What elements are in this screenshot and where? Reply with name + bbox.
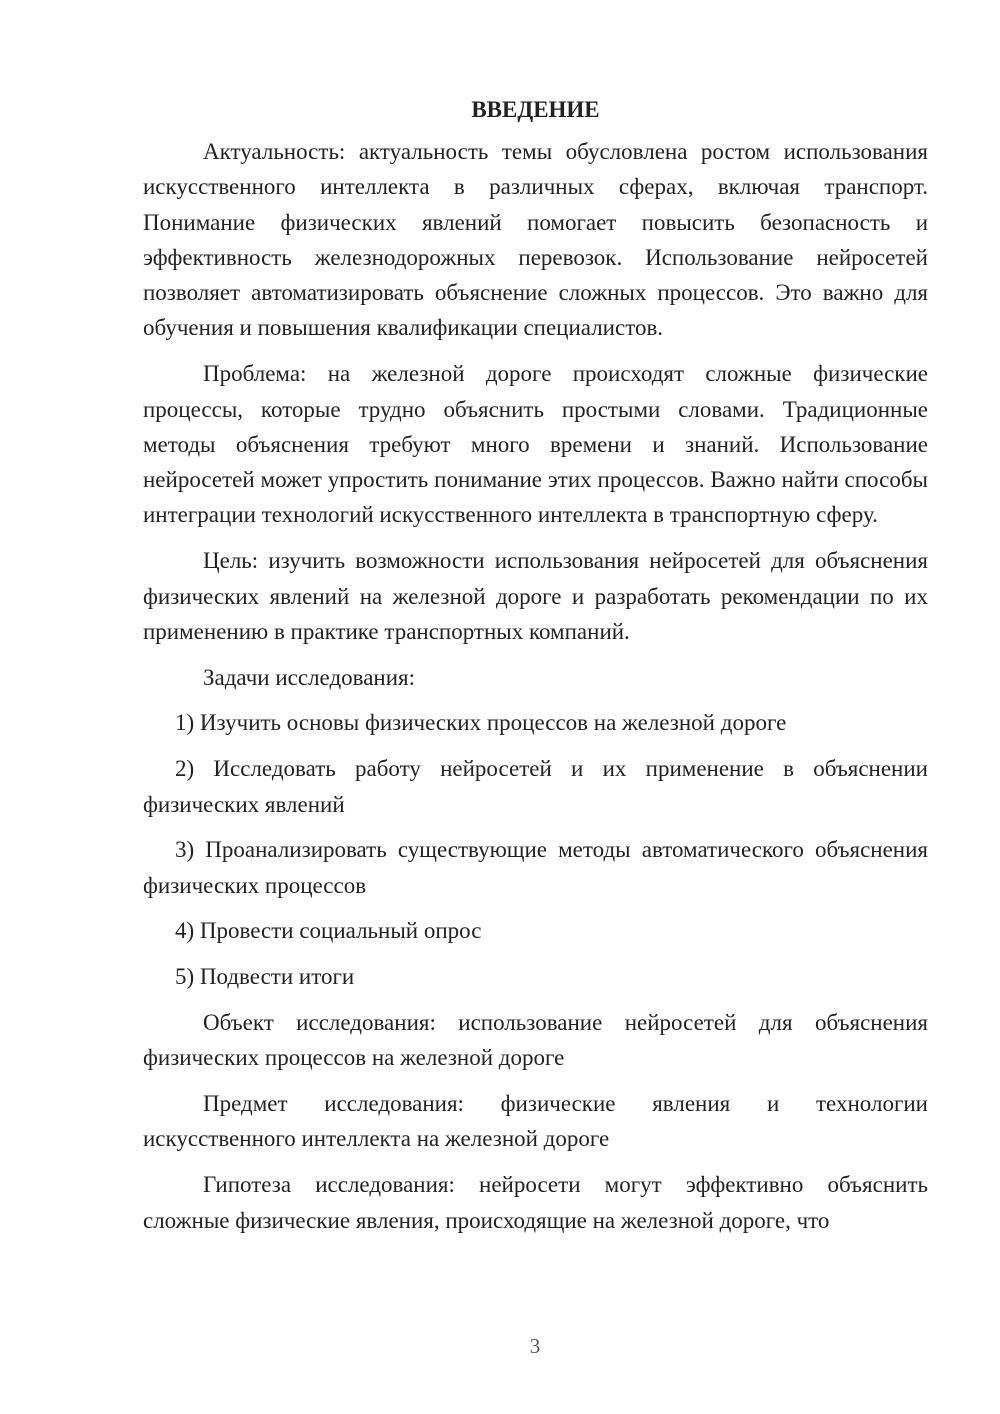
task-item-5: 5) Подвести итоги	[175, 964, 355, 990]
paragraph-object: Объект исследования: использование нейросетей для объяснения физических процессов на железной дороге	[143, 1010, 928, 1071]
task-item-4: 4) Провести социальный опрос	[175, 918, 482, 944]
paragraph-relevance: Актуальность: актуальность темы обусловлена ростом использования искусственного интеллекта в различных сферах, включая транспорт. Понимание физических явлений помогает повысить безопасность и эффективность железнодорожных перевозок. Использование нейросетей позволяет автоматизировать объяснение сложных процессов. Это важно для обучения и повышения квалификации специалистов.	[143, 139, 928, 341]
task-item-1: 1) Изучить основы физических процессов на железной дороге	[175, 710, 787, 736]
section-title: ВВЕДЕНИЕ	[471, 97, 600, 122]
paragraph-goal: Цель: изучить возможности использования нейросетей для объяснения физических явлений на железной дороге и разработать рекомендации по их применению в практике транспортных компаний.	[143, 548, 928, 644]
task-item-2: 2) Исследовать работу нейросетей и их применение в объяснении физических явлений	[143, 756, 928, 817]
paragraph-subject: Предмет исследования: физические явления и технологии искусственного интеллекта на железной дороге	[143, 1091, 928, 1152]
task-item-3: 3) Проанализировать существующие методы автоматического объяснения физических процессов	[143, 837, 928, 898]
page-number: 3	[529, 1334, 541, 1358]
paragraph-problem: Проблема: на железной дороге происходят сложные физические процессы, которые трудно объяснить простыми словами. Традиционные методы объяснения требуют много времени и знаний. Использование нейросетей может упростить понимание этих процессов. Важно найти способы интеграции технологий искусственного интеллекта в транспортную сферу.	[143, 361, 928, 528]
paragraph-hypothesis: Гипотеза исследования: нейросети могут эффективно объяснить сложные физические явления, происходящие на железной дороге, что	[143, 1172, 928, 1233]
tasks-heading: Задачи исследования:	[203, 664, 416, 690]
